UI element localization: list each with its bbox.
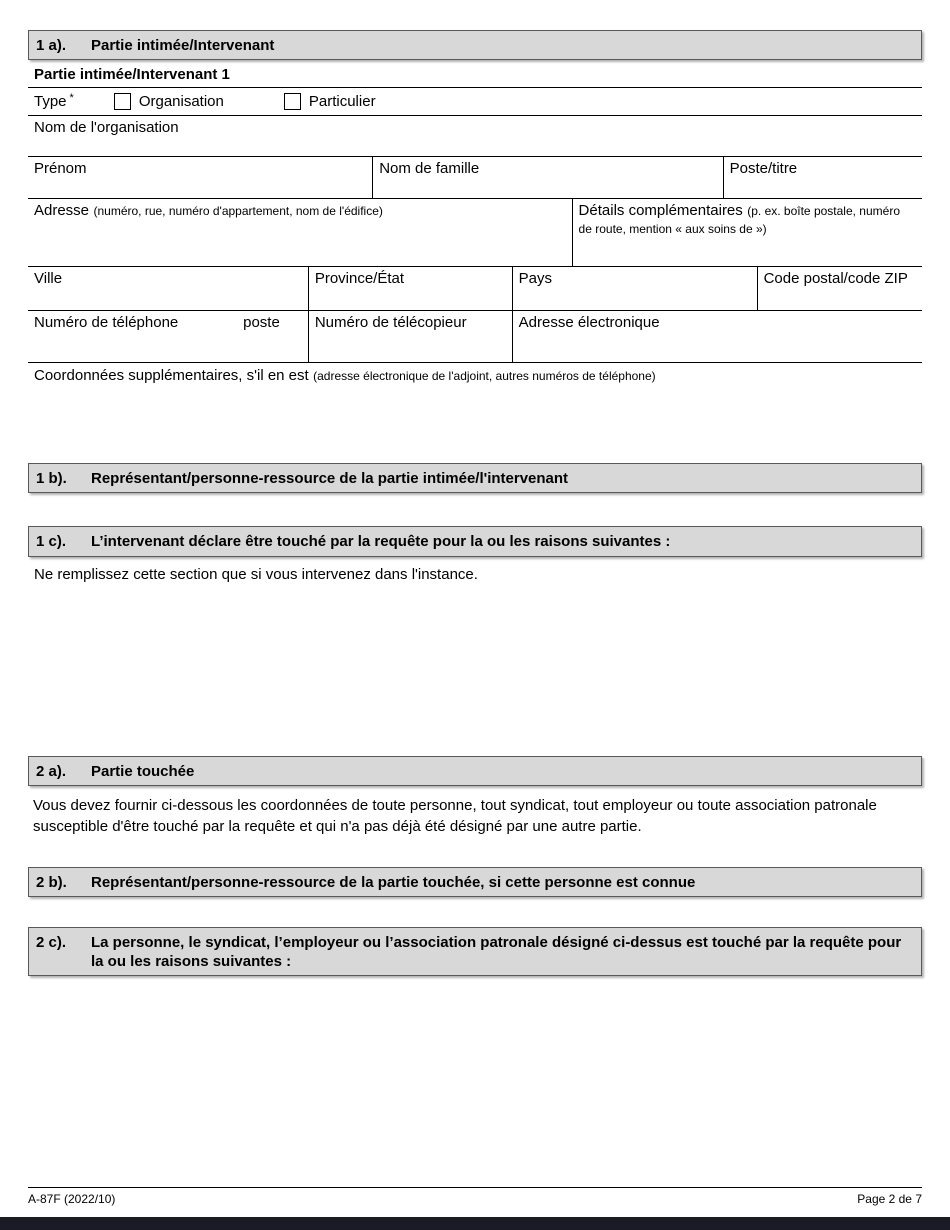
address-field[interactable] [28, 199, 572, 266]
phone-fields-row [28, 311, 922, 363]
viewer-bottom-bar [0, 1217, 950, 1230]
extra-contact-label: Coordonnées supplémentaires, s'il en est [34, 367, 309, 385]
section-number-2c: 2 c). [36, 933, 67, 951]
details-hint: (p. ex. boîte postale, numéro de route, mention « aux soins de ») [578, 204, 900, 237]
first-name-field[interactable] [28, 157, 372, 198]
intervener-reasons-field[interactable] [28, 586, 922, 756]
province-label: Province/État [314, 270, 405, 288]
section-header-2a [28, 756, 922, 786]
affected-party-reasons-field[interactable] [28, 976, 922, 1156]
fax-field[interactable] [308, 311, 512, 362]
last-name-field[interactable] [372, 157, 722, 198]
section-number-1b: 1 b). [36, 470, 67, 488]
section-header-1a [28, 30, 922, 60]
section-title-1b: Représentant/personne-ressource de la partie intimée/l'intervenant [91, 470, 569, 488]
phone-ext-label: poste [243, 314, 280, 332]
section-header-1b [28, 463, 922, 493]
city-field[interactable] [28, 267, 308, 310]
section-header-2c [28, 927, 922, 976]
intervener-note: Ne remplissez cette section que si vous intervenez dans l'instance. [34, 565, 478, 583]
address-hint: (numéro, rue, numéro d'appartement, nom de l'édifice) [93, 204, 383, 219]
country-label: Pays [518, 270, 552, 288]
form-code: A-87F (2022/10) [28, 1192, 116, 1206]
post-title-field[interactable] [723, 157, 922, 198]
extra-contact-hint: (adresse électronique de l'adjoint, autres numéros de téléphone) [313, 369, 656, 384]
section-title-1c: L’intervenant déclare être touché par la requête pour la ou les raisons suivantes : [91, 533, 671, 551]
fax-label: Numéro de télécopieur [314, 314, 467, 332]
affected-party-instructions: Vous devez fournir ci-dessous les coordonnées de toute personne, tout syndicat, tout employeur ou toute association patronale susceptible d'être touché par la requête et qui n'a pas déjà été désigné par une autre partie. [33, 796, 877, 835]
organisation-name-label: Nom de l'organisation [34, 119, 179, 137]
section-number-1c: 1 c). [36, 533, 67, 551]
section-title-2a: Partie touchée [91, 762, 195, 780]
province-field[interactable] [308, 267, 512, 310]
particulier-checkbox[interactable] [284, 93, 301, 110]
required-asterisk: * [69, 91, 74, 104]
extra-contact-field[interactable] [28, 363, 922, 463]
page-number: Page 2 de 7 [857, 1192, 922, 1206]
particulier-checkbox-label: Particulier [308, 93, 376, 111]
city-label: Ville [34, 270, 63, 288]
name-fields-row [28, 157, 922, 199]
section-title-2c: La personne, le syndicat, l’employeur ou l’association patronale désigné ci-dessus est touché par la requête pour la ou les raisons suivantes : [91, 933, 902, 971]
country-field[interactable] [512, 267, 757, 310]
first-name-label: Prénom [34, 160, 87, 178]
type-row [28, 88, 922, 116]
last-name-label: Nom de famille [379, 160, 480, 178]
organisation-checkbox-label: Organisation [138, 93, 224, 111]
footer [28, 1187, 922, 1206]
address-fields-row [28, 199, 922, 267]
section-number-1a: 1 a). [36, 37, 67, 54]
section-title-1a: Partie intimée/Intervenant [91, 37, 275, 54]
organisation-checkbox[interactable] [114, 93, 131, 110]
phone-field[interactable] [28, 311, 308, 362]
party-subtitle: Partie intimée/Intervenant 1 [28, 60, 922, 88]
section-title-2b: Représentant/personne-ressource de la partie touchée, si cette personne est connue [91, 873, 696, 891]
post-title-label: Poste/titre [729, 160, 798, 178]
section-number-2b: 2 b). [36, 873, 67, 891]
type-label: Type [34, 93, 67, 111]
postal-code-label: Code postal/code ZIP [763, 270, 908, 288]
phone-label: Numéro de téléphone [34, 314, 179, 332]
address-label: Adresse [34, 202, 90, 220]
postal-code-field[interactable] [757, 267, 922, 310]
details-field[interactable] [572, 199, 922, 266]
details-label: Détails complémentaires [578, 202, 743, 220]
organisation-name-field[interactable] [28, 116, 922, 156]
section-number-2a: 2 a). [36, 762, 67, 780]
section-header-2b [28, 867, 922, 897]
city-fields-row [28, 267, 922, 311]
email-field[interactable] [512, 311, 922, 362]
organisation-name-row [28, 116, 922, 157]
email-label: Adresse électronique [518, 314, 660, 332]
section-header-1c [28, 526, 922, 556]
